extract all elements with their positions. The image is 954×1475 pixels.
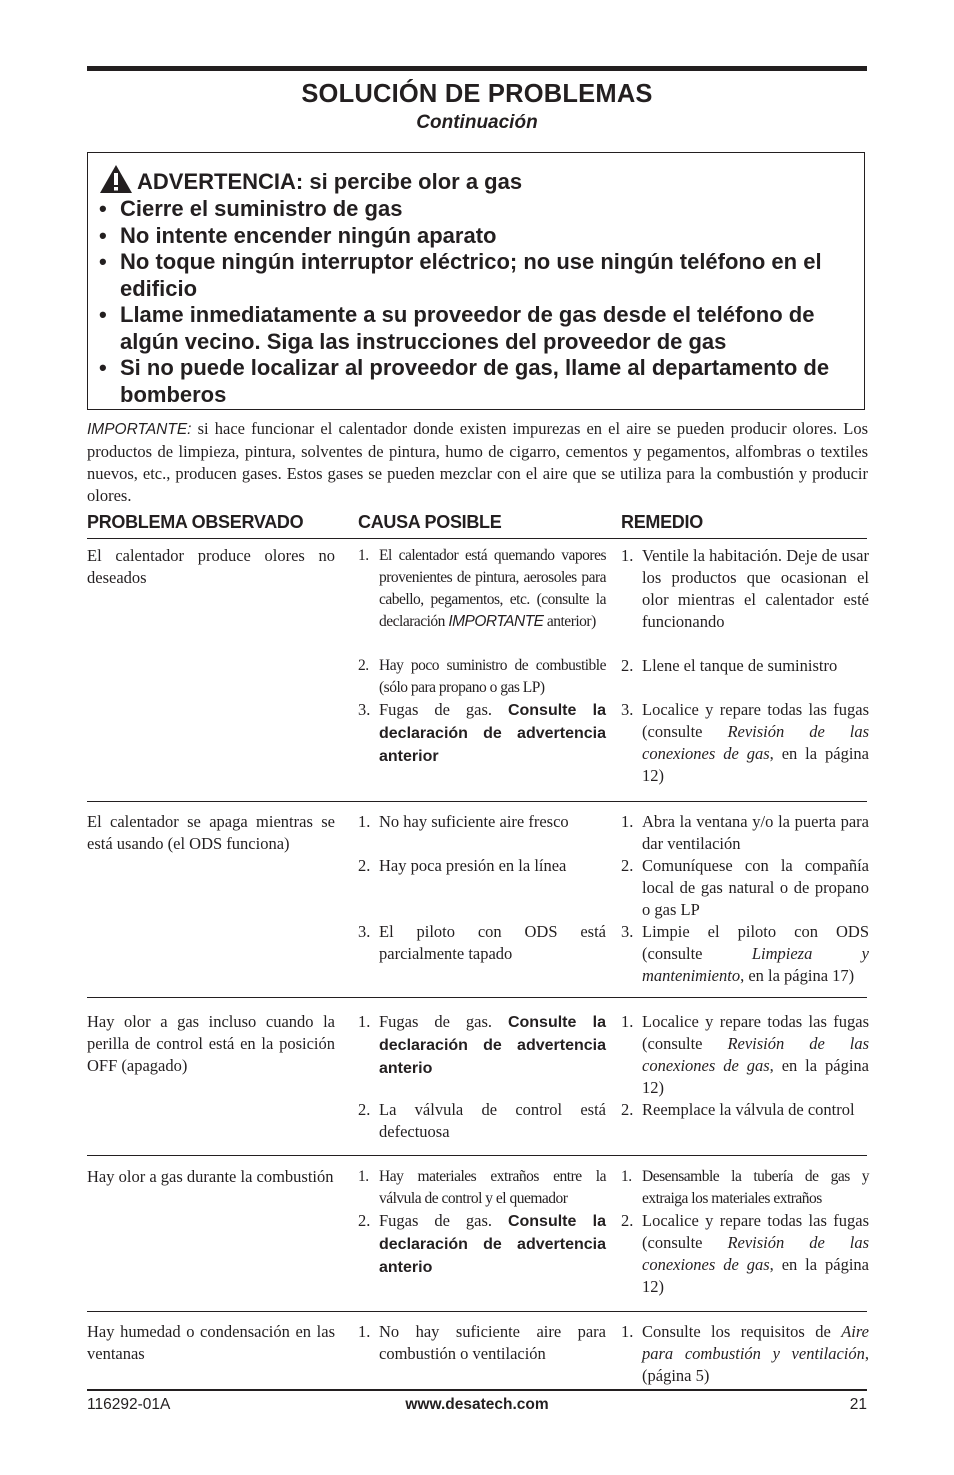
remedy-item: [621, 1166, 869, 1210]
important-text: si hace funcionar el calentador donde existen impurezas en el aire se pueden producir olores. Los productos de limpieza, pintura, solventes de pintura, humo de cigarro, cementos y pegamentos, alfombras o textiles nuevos, etc., producen gases. Estos gases se pueden mezclar con el aire que se utiliza para la combustión y producir olores.: [87, 419, 868, 505]
table-row-divider: [87, 1155, 867, 1156]
remedy-item: [621, 655, 869, 677]
warning-heading: [99, 164, 522, 200]
remedy-item-text: 2. Comuníquese con la compañía local de gas natural o de propano o gas LP: [621, 856, 869, 919]
remedy-item: [621, 1011, 869, 1099]
cause-item: [358, 855, 606, 877]
remedy-item-text: 3. Limpie el piloto con ODS (consulte Limpieza y mantenimiento, en la página 17): [621, 922, 869, 985]
cause-item-text: 1. No hay suficiente aire para combustión o ventilación: [358, 1322, 606, 1363]
problem-cell: Hay olor a gas incluso cuando la perilla de control está en la posición OFF (apagado): [87, 1012, 335, 1075]
bullet: •: [99, 249, 107, 274]
remedy-item-text: 2. Llene el tanque de suministro: [621, 656, 838, 675]
remedy-item-text: 3. Localice y repare todas las fugas (consulte Revisión de las conexiones de gas, en la página 12): [621, 700, 869, 785]
page-number: 21: [849, 1396, 867, 1413]
cause-item: [358, 1011, 606, 1080]
cause-item-text: 1. Hay materiales extraños entre la válvula de control y el quemador: [358, 1168, 606, 1207]
cause-item: [358, 921, 606, 965]
cause-item: [358, 1210, 606, 1279]
warning-box: [87, 152, 865, 410]
cause-item-text: 1. No hay suficiente aire fresco: [358, 812, 569, 831]
table-row-divider: [87, 1311, 867, 1312]
column-header-problem: PROBLEMA OBSERVADO: [87, 512, 304, 532]
warning-item: • No toque ningún interruptor eléctrico; no use ningún teléfono en el edificio: [99, 249, 822, 301]
cause-item-text: 2. Hay poca presión en la línea: [358, 856, 567, 875]
remedy-item: [621, 1321, 869, 1387]
remedy-item: [621, 855, 869, 921]
cause-item-text: 2. Fugas de gas. Consulte la declaración de advertencia anterio: [358, 1211, 607, 1276]
warning-item: • Si no puede localizar al proveedor de gas, llame al departamento de bomberos: [99, 355, 830, 407]
remedy-item: [621, 811, 869, 855]
cause-item-text: 2. Hay poco suministro de combustible (sólo para propano o gas LP): [358, 657, 606, 696]
remedy-item: [621, 699, 869, 787]
remedy-item-text: 1. Consulte los requisitos de Aire para combustión y ventilación, (página 5): [621, 1322, 869, 1385]
warning-item: • Cierre el suministro de gas: [99, 196, 403, 221]
warning-list: [99, 196, 859, 408]
document-number: 116292-01A: [87, 1396, 171, 1413]
bullet: •: [99, 196, 107, 221]
table-divider: [87, 538, 867, 539]
problem-cell: El calentador se apaga mientras se está usando (el ODS funciona): [87, 812, 335, 853]
warning-item: • No intente encender ningún aparato: [99, 222, 497, 248]
problem-cell: Hay olor a gas durante la combustión: [87, 1167, 334, 1186]
bullet: •: [99, 222, 107, 248]
table-row-divider: [87, 997, 867, 998]
cause-item: [358, 1321, 606, 1365]
problem-cell: El calentador produce olores no deseados: [87, 546, 335, 587]
cause-item-text: 1. Fugas de gas. Consulte la declaración de advertencia anterio: [358, 1012, 607, 1077]
remedy-item: [621, 921, 869, 987]
website-link[interactable]: www.desatech.com: [405, 1396, 549, 1413]
important-paragraph: [87, 418, 868, 507]
problem-cell: Hay humedad o condensación en las ventanas: [87, 1322, 335, 1363]
cause-item: [358, 1166, 606, 1210]
remedy-item-text: 1. Desensamble la tubería de gas y extraiga los materiales extraños: [621, 1168, 869, 1207]
remedy-item-text: 2. Reemplace la válvula de control: [621, 1100, 855, 1119]
page-title: SOLUCIÓN DE PROBLEMAS: [301, 80, 653, 108]
remedy-item-text: 1. Localice y repare todas las fugas (consulte Revisión de las conexiones de gas, en la página 12): [621, 1012, 869, 1097]
remedy-item: [621, 1210, 869, 1298]
cause-item-text: 3. Fugas de gas. Consulte la declaración de advertencia anterior: [358, 700, 607, 765]
cause-item-text: 2. La válvula de control está defectuosa: [358, 1100, 606, 1141]
cause-item: [358, 655, 606, 699]
warning-item: • Llame inmediatamente a su proveedor de gas desde el teléfono de algún vecino. Siga las instrucciones del proveedor de gas: [99, 302, 815, 354]
cause-item-text: 3. El piloto con ODS está parcialmente tapado: [358, 922, 606, 963]
cause-item: [358, 545, 606, 633]
warning-heading-text: ADVERTENCIA: si percibe olor a gas: [137, 169, 523, 194]
column-header-remedy: REMEDIO: [621, 512, 703, 532]
warning-triangle-icon: [99, 164, 137, 200]
bullet: •: [99, 302, 107, 327]
page-subtitle: Continuación: [416, 112, 538, 133]
remedy-item-text: 2. Localice y repare todas las fugas (consulte Revisión de las conexiones de gas, en la página 12): [621, 1211, 869, 1296]
remedy-item: [621, 1099, 869, 1121]
cause-item: [358, 1099, 606, 1143]
important-label: IMPORTANTE:: [87, 421, 192, 438]
cause-item: [358, 811, 606, 833]
column-header-cause: CAUSA POSIBLE: [358, 512, 502, 532]
footer-rule: [87, 1389, 867, 1391]
remedy-item-text: 1. Ventile la habitación. Deje de usar los productos que ocasionan el olor mientras el calentador esté funcionando: [621, 546, 869, 631]
table-row-divider: [87, 801, 867, 802]
top-rule: [87, 66, 867, 71]
remedy-item-text: 1. Abra la ventana y/o la puerta para dar ventilación: [621, 812, 869, 853]
remedy-item: [621, 545, 869, 633]
cause-item: [358, 699, 606, 768]
bullet: •: [99, 355, 107, 380]
cause-item-text: 1. El calentador está quemando vapores provenientes de pintura, aerosoles para cabello, pegamentos, etc. (consulte la declaración IMPORTANTE anterior): [358, 547, 606, 630]
